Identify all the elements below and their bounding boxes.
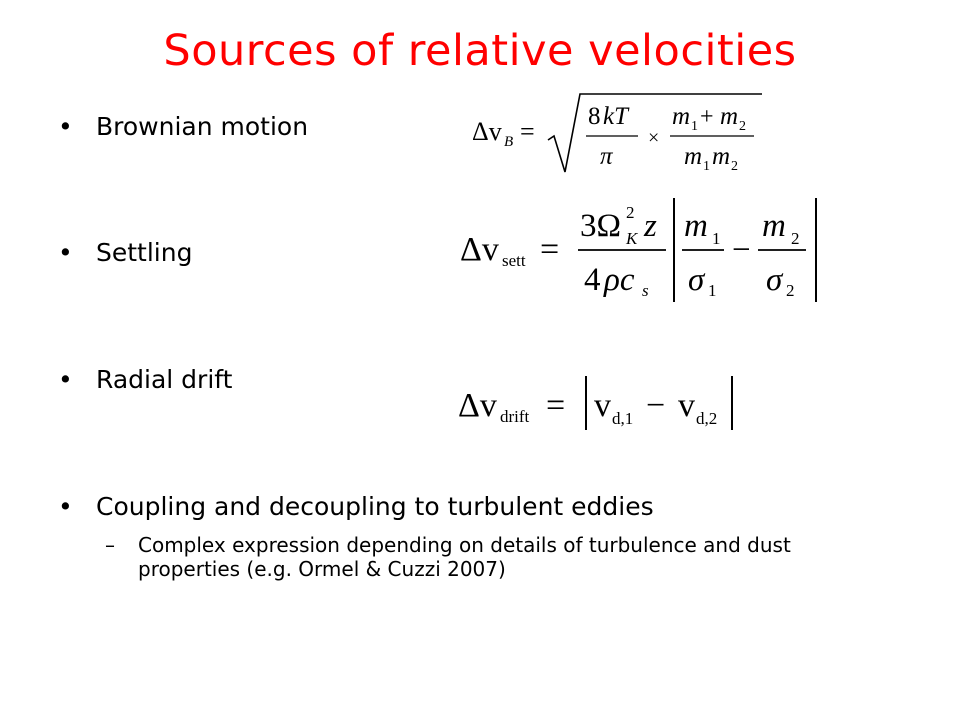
settling-equation: [452, 190, 832, 308]
svg-text:2: 2: [626, 203, 635, 222]
radial-drift-equation: [450, 372, 780, 436]
svg-text:K: K: [626, 229, 638, 248]
svg-text:d,2: d,2: [696, 409, 718, 428]
svg-text:−: −: [646, 387, 666, 424]
svg-text:m: m: [712, 143, 731, 170]
svg-text:=: =: [520, 117, 535, 146]
svg-text:sett: sett: [502, 251, 526, 270]
svg-text:1: 1: [703, 159, 710, 174]
svg-text:2: 2: [791, 229, 800, 248]
svg-text:kT: kT: [603, 103, 628, 130]
bullet-dot: •: [58, 365, 73, 394]
svg-text:z: z: [644, 208, 657, 244]
svg-text:d,1: d,1: [612, 409, 634, 428]
sub-bullet-dash: –: [105, 533, 115, 557]
svg-text:Δv: Δv: [460, 231, 499, 268]
brownian-equation: [462, 88, 772, 180]
svg-text:2: 2: [739, 119, 746, 134]
svg-text:−: −: [732, 232, 751, 268]
svg-text:2: 2: [786, 281, 795, 300]
svg-text:8: 8: [588, 103, 601, 130]
svg-text:σ: σ: [766, 262, 783, 298]
svg-text:σ: σ: [688, 262, 705, 298]
svg-text:m: m: [720, 103, 739, 130]
bullet-dot: •: [58, 238, 73, 267]
svg-text:4: 4: [584, 262, 601, 298]
svg-text:s: s: [642, 281, 649, 300]
bullet-dot: •: [58, 492, 73, 521]
svg-text:Δv: Δv: [472, 117, 502, 146]
svg-text:B: B: [504, 134, 514, 150]
slide-title: Sources of relative velocities: [163, 26, 797, 76]
bullet-label: Radial drift: [96, 365, 233, 394]
svg-text:3Ω: 3Ω: [580, 208, 622, 244]
svg-text:m: m: [684, 208, 708, 244]
bullet-dot: •: [58, 112, 73, 141]
svg-text:ρc: ρc: [604, 262, 635, 298]
svg-text:=: =: [546, 387, 566, 424]
svg-text:Δv: Δv: [458, 387, 497, 424]
svg-text:π: π: [600, 143, 613, 170]
svg-text:=: =: [540, 231, 560, 268]
bullet-label: Brownian motion: [96, 112, 309, 141]
bullet-label: Coupling and decoupling to turbulent eddies: [96, 492, 654, 521]
svg-text:×: ×: [648, 127, 660, 149]
svg-text:drift: drift: [500, 407, 530, 426]
svg-text:1: 1: [712, 229, 721, 248]
sub-bullet-text: Complex expression depending on details of turbulence and dust properties (e.g. Ormel & Cuzzi 2007): [138, 533, 791, 581]
svg-text:2: 2: [731, 159, 738, 174]
svg-text:v: v: [678, 387, 695, 424]
svg-text:v: v: [594, 387, 611, 424]
bullet-label: Settling: [96, 238, 193, 267]
svg-text:m: m: [762, 208, 786, 244]
svg-text:m: m: [684, 143, 703, 170]
svg-text:+: +: [700, 104, 714, 130]
svg-text:1: 1: [691, 119, 698, 134]
svg-text:1: 1: [708, 281, 717, 300]
svg-text:m: m: [672, 103, 691, 130]
